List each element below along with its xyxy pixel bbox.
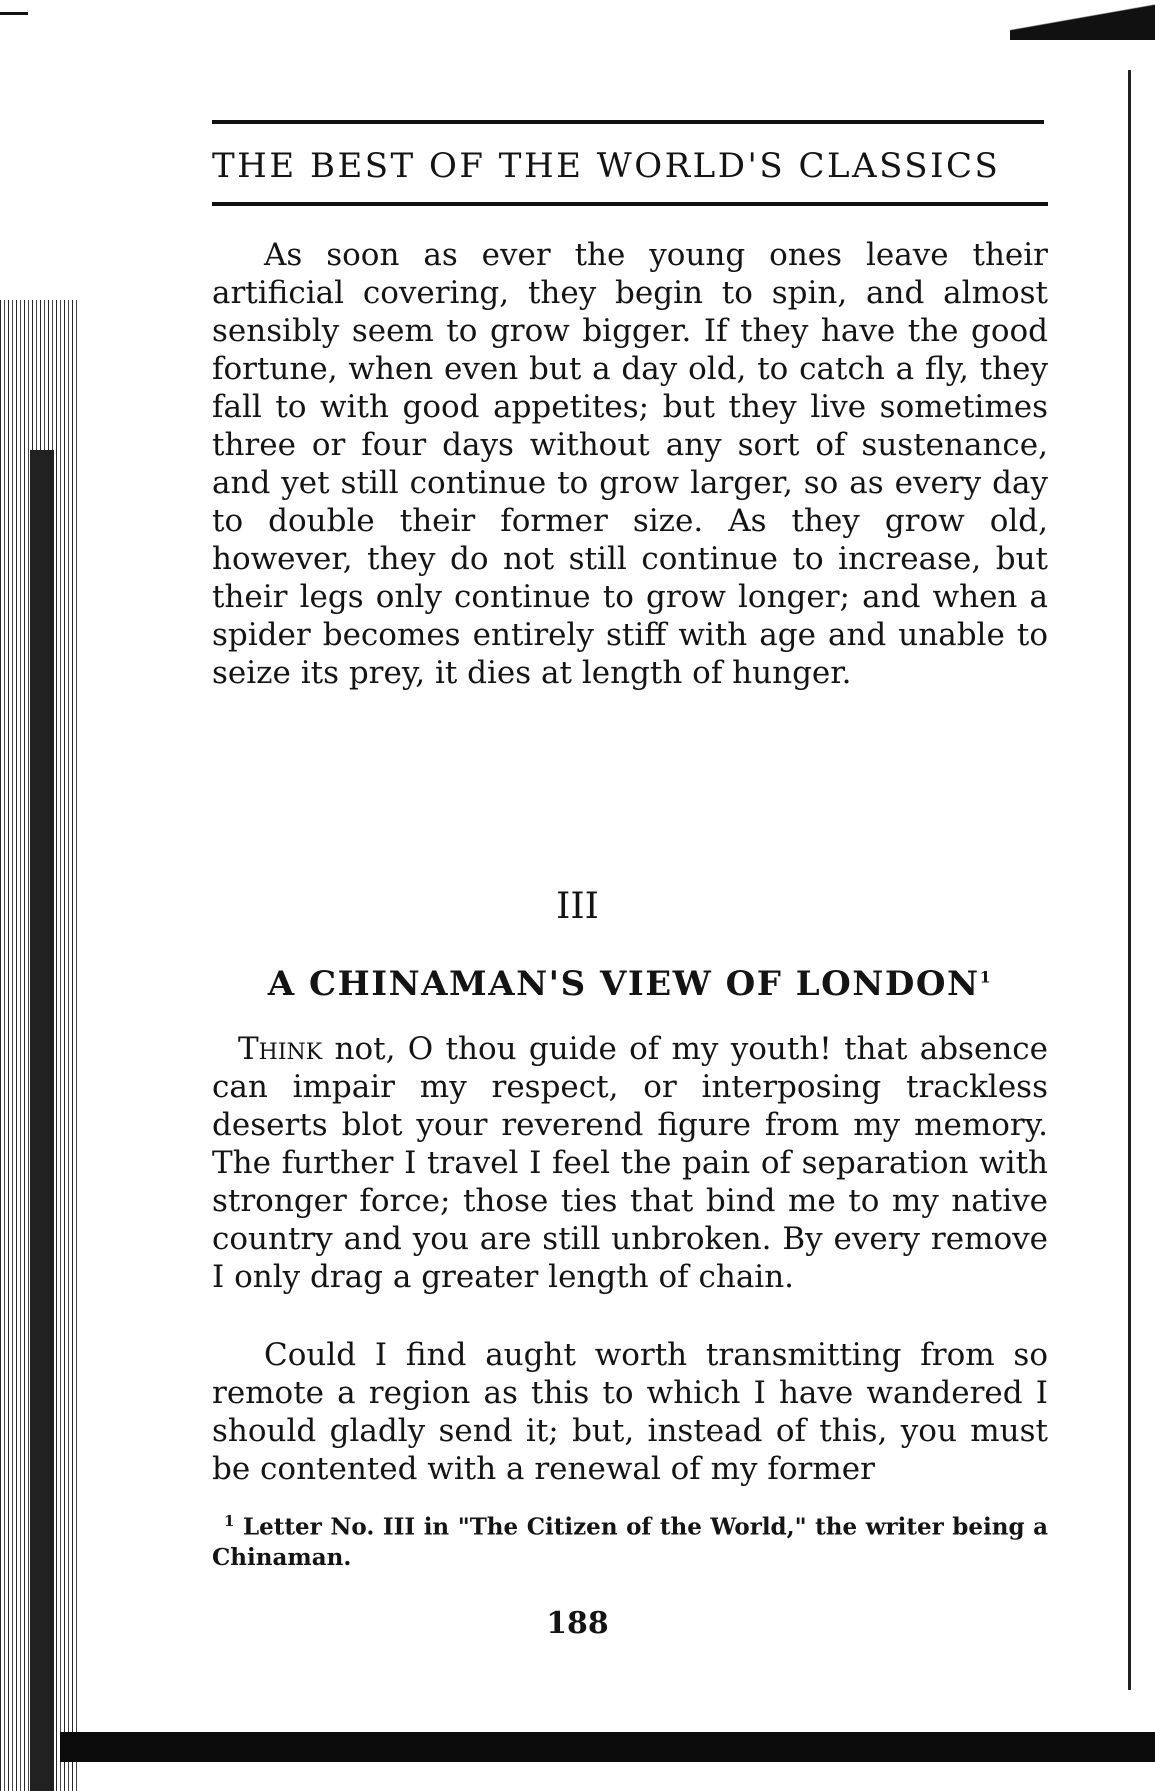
page-bottom-edge — [60, 1732, 1155, 1762]
footnote-marker: 1 — [224, 1512, 235, 1530]
paragraph-spider — [212, 236, 1048, 692]
page-right-edge — [1128, 70, 1131, 1690]
scan-artifact-top-right — [1010, 0, 1155, 40]
page-number: 188 — [546, 1606, 609, 1641]
paragraph-letter-continued — [212, 1336, 1048, 1488]
footnote-text: Letter No. III in "The Citizen of the World," the writer being a Chinaman. — [212, 1513, 1048, 1571]
page-fore-edge — [0, 300, 78, 1791]
scan-artifact-top-left — [0, 12, 28, 15]
running-head: THE BEST OF THE WORLD'S CLASSICS — [212, 146, 1001, 186]
paragraph-text: As soon as ever the young ones leave their artificial covering, they begin to spin, and almost sensibly seem to grow bigger. If they have the good fortune, when even but a day old, to catch a fly, they fall to with good appetites; but they live sometimes three or four days without any sort of sustenance, and yet still continue to grow larger, so as every day to double their former size. As they grow old, however, they do not still continue to increase, but their legs only continue to grow longer; and when a spider becomes entirely stiff with age and unable to seize its prey, it dies at length of hunger. — [212, 237, 1048, 691]
paragraph-text: not, O thou guide of my youth! that absence can impair my respect, or interposing trackless deserts blot your reverend figure from my memory. The further I travel I feel the pain of separation with stronger force; those ties that bind me to my native country and you are still unbroken. By every remove I only drag a greater length of chain. — [212, 1031, 1048, 1295]
paragraph-text: Could I find aught worth transmitting from so remote a region as this to which I have wandered I should gladly send it; but, instead of this, you must be contented with a renewal of my former — [212, 1337, 1048, 1487]
section-number: III — [556, 886, 599, 927]
section-title — [212, 964, 1048, 1004]
footnote — [212, 1506, 1048, 1573]
running-head-rule-bottom — [212, 202, 1048, 206]
lead-word: Think — [238, 1031, 323, 1067]
running-head-rule-top — [212, 120, 1044, 124]
paragraph-letter-opening — [212, 1030, 1048, 1296]
section-title-text: A CHINAMAN'S VIEW OF LONDON — [267, 964, 980, 1004]
footnote-reference: 1 — [979, 967, 993, 987]
